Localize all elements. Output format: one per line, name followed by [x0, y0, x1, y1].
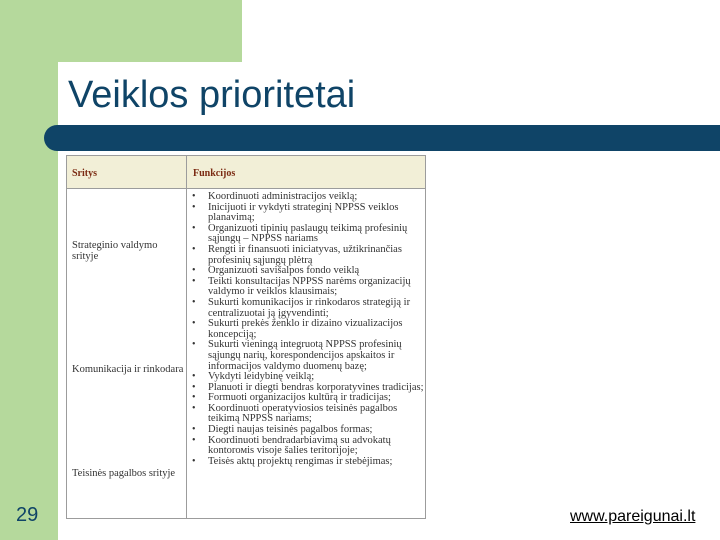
area-strategic: Strateginio valdymo srityje — [72, 240, 158, 262]
header-sritys: Sritys — [72, 168, 97, 179]
function-item: • Organizuoti tipinių paslaugų teikimą profesinių sąjungų – NPPSS nariams — [188, 224, 424, 245]
top-decor-block — [58, 0, 242, 62]
function-item: • Planuoti ir diegti bendras korporatyvines tradicijas; — [188, 383, 424, 394]
function-item: • Vykdyti leidybinę veiklą; — [188, 372, 424, 383]
slide-title: Veiklos prioritetai — [68, 74, 356, 116]
function-item: • Diegti naujas teisinės pagalbos formas; — [188, 425, 424, 436]
function-item: • Teisės aktų projektų rengimas ir stebėjimas; — [188, 457, 424, 468]
function-item: • Organizuoti savišalpos fondo veiklą — [188, 266, 424, 277]
footer-url-link[interactable]: www.pareigunai.lt — [570, 508, 696, 525]
left-decor-strip — [0, 0, 58, 540]
function-item: • Sukurti komunikacijos ir rinkodaros strategiją ir centralizuotai ją įgyvendinti; — [188, 298, 424, 319]
function-item: • Sukurti vieningą integruotą NPPSS profesinių sąjungų narių, korespondencijos apskaitos ir informacijos valdymo duomenų bazę; — [188, 340, 424, 372]
area-legal: Teisinės pagalbos srityje — [72, 468, 176, 479]
function-item: • Sukurti prekės ženklo ir dizaino vizualizacijos koncepciją; — [188, 319, 424, 340]
function-item: • Teikti konsultacijas NPPSS narėms organizacijų valdymo ir veiklos klausimais; — [188, 277, 424, 298]
title-underline-bar — [44, 125, 720, 151]
area-communication: Komunikacija ir rinkodara — [72, 364, 184, 375]
function-item: • Inicijuoti ir vykdyti strateginį NPPSS veiklos planavimą; — [188, 203, 424, 224]
priorities-table-image — [66, 155, 426, 519]
functions-list — [188, 192, 424, 467]
function-item: • Formuoti organizacijos kultūrą ir tradicijas; — [188, 393, 424, 404]
function-item: • Rengti ir finansuoti iniciatyvas, užtikrinančias profesinių sąjungų plėtrą — [188, 245, 424, 266]
column-divider — [186, 156, 187, 518]
function-item: • Koordinuoti bendradarbiavimą su advokatų kontorомis visoje šalies teritorijoje; — [188, 436, 424, 457]
page-number: 29 — [16, 504, 39, 526]
table-header-row — [67, 156, 425, 189]
header-funkcijos: Funkcijos — [193, 168, 236, 179]
function-item: • Koordinuoti operatyviosios teisinės pagalbos teikimą NPPSS nariams; — [188, 404, 424, 425]
function-item: • Koordinuoti administracijos veiklą; — [188, 192, 424, 203]
